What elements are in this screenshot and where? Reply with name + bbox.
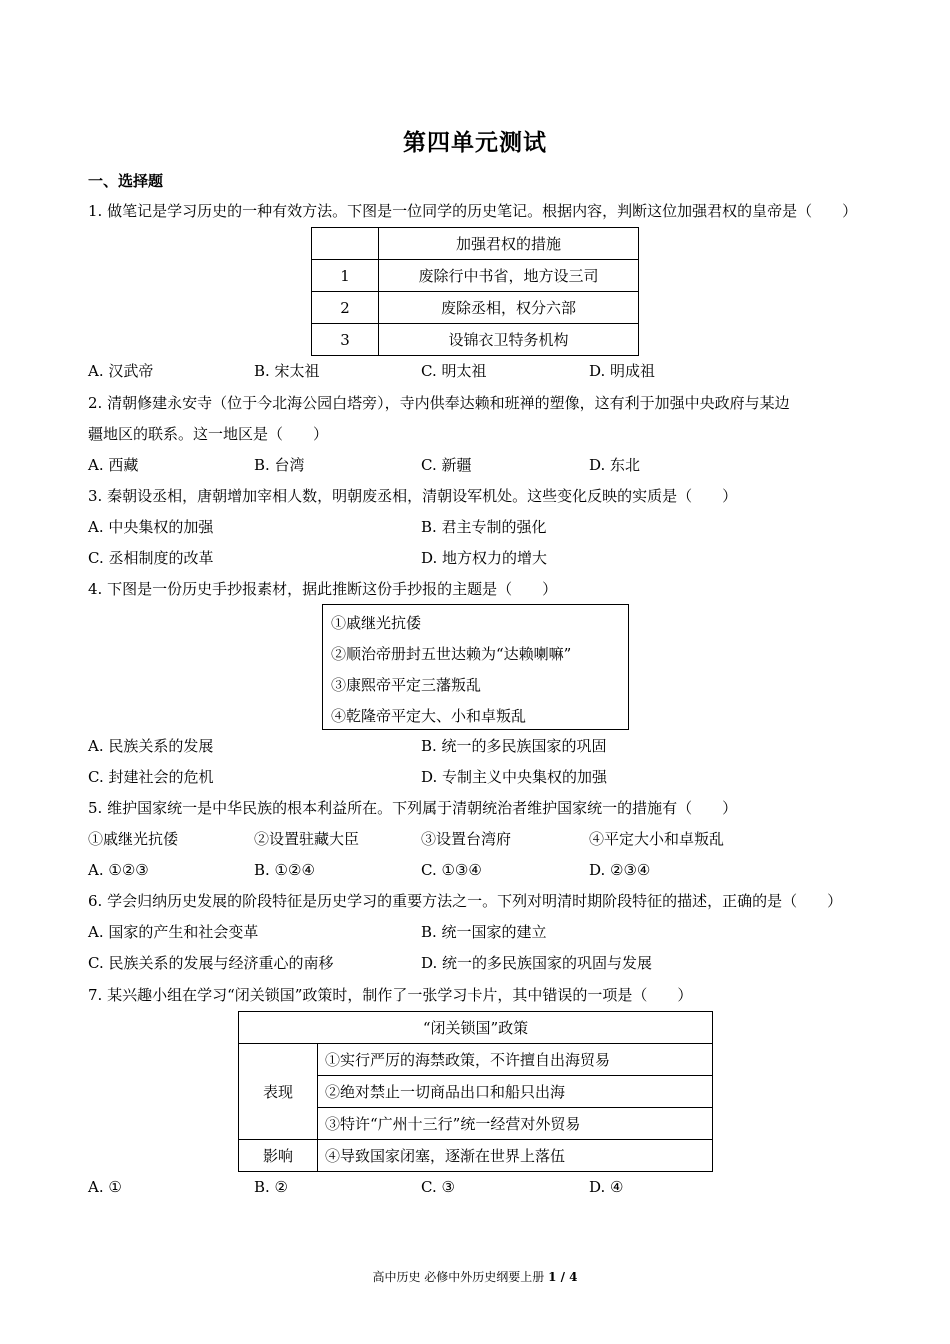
q1-row-no: 1 <box>312 260 379 292</box>
q1-row-no: 3 <box>312 324 379 356</box>
q7-option-c[interactable]: C. ③ <box>421 1178 455 1196</box>
table-row <box>239 1044 713 1076</box>
q7-row-text: ①实行严厉的海禁政策，不许擅自出海贸易 <box>318 1044 713 1076</box>
q5-option-c[interactable]: C. ①③④ <box>421 861 482 879</box>
q5-item: ②设置驻藏大臣 <box>254 830 360 848</box>
q4-option-c[interactable]: C. 封建社会的危机 <box>88 768 214 786</box>
q7-label-yingxiang: 影响 <box>239 1140 318 1172</box>
q1-row-text: 废除丞相，权分六部 <box>379 292 639 324</box>
page-footer <box>0 1268 950 1285</box>
q4-option-a[interactable]: A. 民族关系的发展 <box>88 737 214 755</box>
q1-option-c[interactable]: C. 明太祖 <box>421 362 487 380</box>
q1-row-text: 设锦衣卫特务机构 <box>379 324 639 356</box>
q7-option-a[interactable]: A. ① <box>88 1178 122 1196</box>
q4-item: ①戚继光抗倭 <box>331 614 422 632</box>
q2-stem-line1: 2. 清朝修建永安寺（位于今北海公园白塔旁），寺内供奉达赖和班禅的塑像，这有利于加强中央政府与某边 <box>88 394 790 412</box>
q4-item: ②顺治帝册封五世达赖为“达赖喇嘛” <box>331 645 572 663</box>
q3-option-a[interactable]: A. 中央集权的加强 <box>88 518 214 536</box>
q7-table <box>238 1011 713 1172</box>
q4-option-b[interactable]: B. 统一的多民族国家的巩固 <box>421 737 607 755</box>
q2-option-d[interactable]: D. 东北 <box>589 456 641 474</box>
q7-row-text: ③特许“广州十三行”统一经营对外贸易 <box>318 1108 713 1140</box>
q6-stem: 6. 学会归纳历史发展的阶段特征是历史学习的重要方法之一。下列对明清时期阶段特征的描述，正确的是（ ） <box>88 892 843 910</box>
q5-stem: 5. 维护国家统一是中华民族的根本利益所在。下列属于清朝统治者维护国家统一的措施有（ ） <box>88 799 738 817</box>
q4-option-d[interactable]: D. 专制主义中央集权的加强 <box>421 768 608 786</box>
q1-table <box>311 227 639 356</box>
q2-option-a[interactable]: A. 西藏 <box>88 456 139 474</box>
q1-option-a[interactable]: A. 汉武帝 <box>88 362 154 380</box>
q2-stem-line2: 疆地区的联系。这一地区是（ ） <box>88 425 329 443</box>
q3-option-c[interactable]: C. 丞相制度的改革 <box>88 549 214 567</box>
q3-stem: 3. 秦朝设丞相，唐朝增加宰相人数，明朝废丞相，清朝设军机处。这些变化反映的实质是（ ） <box>88 487 738 505</box>
table-row <box>312 292 639 324</box>
q6-option-a[interactable]: A. 国家的产生和社会变革 <box>88 923 259 941</box>
q7-row-text: ②绝对禁止一切商品出口和船只出海 <box>318 1076 713 1108</box>
q4-item: ④乾隆帝平定大、小和卓叛乱 <box>331 707 527 725</box>
q6-option-b[interactable]: B. 统一国家的建立 <box>421 923 547 941</box>
q1-stem: 1. 做笔记是学习历史的一种有效方法。下图是一位同学的历史笔记。根据内容，判断这位加强君权的皇帝是（ ） <box>88 202 858 220</box>
q1-row-no: 2 <box>312 292 379 324</box>
q7-stem: 7. 某兴趣小组在学习“闭关锁国”政策时，制作了一张学习卡片，其中错误的一项是（ ） <box>88 986 693 1004</box>
q2-option-c[interactable]: C. 新疆 <box>421 456 472 474</box>
q3-option-b[interactable]: B. 君主专制的强化 <box>421 518 547 536</box>
q5-item: ④平定大小和卓叛乱 <box>589 830 725 848</box>
page-number: 1 / 4 <box>548 1270 578 1284</box>
q7-option-b[interactable]: B. ② <box>254 1178 289 1196</box>
q3-option-d[interactable]: D. 地方权力的增大 <box>421 549 548 567</box>
q6-option-d[interactable]: D. 统一的多民族国家的巩固与发展 <box>421 954 653 972</box>
q7-row-text: ④导致国家闭塞，逐渐在世界上落伍 <box>318 1140 713 1172</box>
q5-option-b[interactable]: B. ①②④ <box>254 861 315 879</box>
q4-item: ③康熙帝平定三藩叛乱 <box>331 676 482 694</box>
q5-item: ①戚继光抗倭 <box>88 830 179 848</box>
section-heading: 一、选择题 <box>88 172 164 190</box>
footer-text: 高中历史 必修中外历史纲要上册 <box>372 1270 549 1284</box>
q4-stem: 4. 下图是一份历史手抄报素材，据此推断这份手抄报的主题是（ ） <box>88 580 558 598</box>
q1-table-corner <box>312 228 379 260</box>
q1-option-d[interactable]: D. 明成祖 <box>589 362 656 380</box>
q7-table-header: “闭关锁国”政策 <box>239 1012 713 1044</box>
q1-table-header: 加强君权的措施 <box>379 228 639 260</box>
table-row <box>312 324 639 356</box>
q1-option-b[interactable]: B. 宋太祖 <box>254 362 320 380</box>
q5-item: ③设置台湾府 <box>421 830 512 848</box>
q7-label-biaoxian: 表现 <box>239 1044 318 1140</box>
q6-option-c[interactable]: C. 民族关系的发展与经济重心的南移 <box>88 954 334 972</box>
q5-option-a[interactable]: A. ①②③ <box>88 861 149 879</box>
q1-row-text: 废除行中书省，地方设三司 <box>379 260 639 292</box>
q2-option-b[interactable]: B. 台湾 <box>254 456 305 474</box>
table-row <box>312 260 639 292</box>
page-title: 第四单元测试 <box>403 129 547 156</box>
q4-material-box <box>322 604 629 730</box>
q7-option-d[interactable]: D. ④ <box>589 1178 624 1196</box>
q5-option-d[interactable]: D. ②③④ <box>589 861 651 879</box>
table-row <box>239 1140 713 1172</box>
